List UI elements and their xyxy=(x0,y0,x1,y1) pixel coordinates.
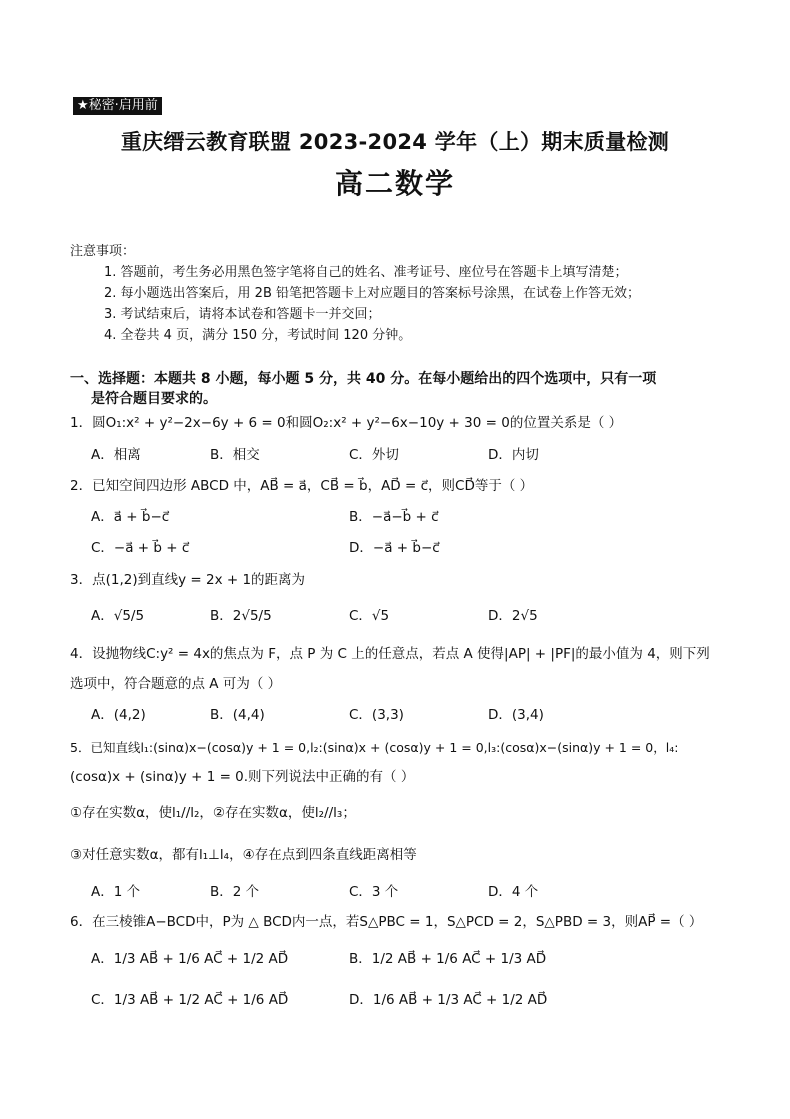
q2-option-c: C．−a⃗ + b⃗ + c⃗ xyxy=(91,540,190,556)
q3-option-c: C．√5 xyxy=(349,608,390,624)
question-5-statement-1: ①存在实数α，使l₁//l₂，②存在实数α，使l₂//l₃； xyxy=(70,805,356,821)
q4-option-b: B．(4,4) xyxy=(210,707,265,723)
q6-option-a: A．1/3 AB⃗ + 1/6 AC⃗ + 1/2 AD⃗ xyxy=(91,951,289,967)
question-3-stem: 3．点(1,2)到直线y = 2x + 1的距离为 xyxy=(70,572,306,588)
q5-option-a: A．1 个 xyxy=(91,884,141,900)
section-heading-cont: 是符合题目要求的。 xyxy=(91,391,217,407)
question-5-statement-2: ③对任意实数α，都有l₁⊥l₄，④存在点到四条直线距离相等 xyxy=(70,847,417,863)
q1-option-d: D．内切 xyxy=(488,447,539,463)
q6-option-d: D．1/6 AB⃗ + 1/3 AC⃗ + 1/2 AD⃗ xyxy=(349,992,548,1008)
section-heading: 一、选择题：本题共 8 小题，每小题 5 分，共 40 分。在每小题给出的四个选项中，只有一项 xyxy=(70,371,657,387)
question-4-stem: 4．设抛物线C:y² = 4x的焦点为 F，点 P 为 C 上的任意点，若点 A 使得|AP| + |PF|的最小值为 4，则下列 xyxy=(70,646,710,662)
q5-option-c: C．3 个 xyxy=(349,884,399,900)
q3-option-b: B．2√5/5 xyxy=(210,608,272,624)
q5-option-d: D．4 个 xyxy=(488,884,539,900)
subject-title: 高二数学 xyxy=(334,167,455,200)
q6-option-b: B．1/2 AB⃗ + 1/6 AC⃗ + 1/3 AD⃗ xyxy=(349,951,547,967)
question-4-stem-cont: 选项中，符合题意的点 A 可为（ ） xyxy=(70,676,282,692)
question-1-stem: 1．圆O₁:x² + y²−2x−6y + 6 = 0和圆O₂:x² + y²−6x−10y + 30 = 0的位置关系是（ ） xyxy=(70,415,623,431)
notes-heading: 注意事项： xyxy=(70,244,136,259)
note-item: 3. 考试结束后，请将本试卷和答题卡一并交回； xyxy=(104,307,381,322)
q6-option-c: C．1/3 AB⃗ + 1/2 AC⃗ + 1/6 AD⃗ xyxy=(91,992,289,1008)
question-6-stem: 6．在三棱锥A−BCD中，P为 △ BCD内一点，若S△PBC = 1，S△PCD = 2，S△PBD = 3，则AP⃗ =（ ） xyxy=(70,914,703,930)
q1-option-c: C．外切 xyxy=(349,447,399,463)
q4-option-a: A．(4,2) xyxy=(91,707,146,723)
note-item: 1. 答题前，考生务必用黑色签字笔将自己的姓名、准考证号、座位号在答题卡上填写清楚； xyxy=(104,265,628,280)
exam-title: 重庆缙云教育联盟 2023-2024 学年（上）期末质量检测 xyxy=(120,130,670,154)
q1-option-b: B．相交 xyxy=(210,447,260,463)
question-5-stem-cont: (cosα)x + (sinα)y + 1 = 0.则下列说法中正确的有（ ） xyxy=(70,769,415,785)
question-5-stem: 5．已知直线l₁:(sinα)x−(cosα)y + 1 = 0,l₂:(sinα)x + (cosα)y + 1 = 0,l₃:(cosα)x−(sinα)y + 1 = 0，l₄: xyxy=(70,740,679,755)
q5-option-b: B．2 个 xyxy=(210,884,260,900)
note-item: 2. 每小题选出答案后，用 2B 铅笔把答题卡上对应题目的答案标号涂黑，在试卷上作答无效； xyxy=(104,286,640,301)
q3-option-d: D．2√5 xyxy=(488,608,538,624)
q4-option-d: D．(3,4) xyxy=(488,707,544,723)
q1-option-a: A．相离 xyxy=(91,447,141,463)
q2-option-a: A．a⃗ + b⃗−c⃗ xyxy=(91,509,170,525)
q2-option-b: B．−a⃗−b⃗ + c⃗ xyxy=(349,509,439,525)
q4-option-c: C．(3,3) xyxy=(349,707,404,723)
confidential-badge: ★秘密·启用前 xyxy=(73,97,162,115)
note-item: 4. 全卷共 4 页，满分 150 分，考试时间 120 分钟。 xyxy=(104,328,412,343)
q2-option-d: D．−a⃗ + b⃗−c⃗ xyxy=(349,540,440,556)
question-2-stem: 2．已知空间四边形 ABCD 中，AB⃗ = a⃗，CB⃗ = b⃗，AD⃗ = c⃗，则CD⃗等于（ ） xyxy=(70,478,534,494)
q3-option-a: A．√5/5 xyxy=(91,608,145,624)
